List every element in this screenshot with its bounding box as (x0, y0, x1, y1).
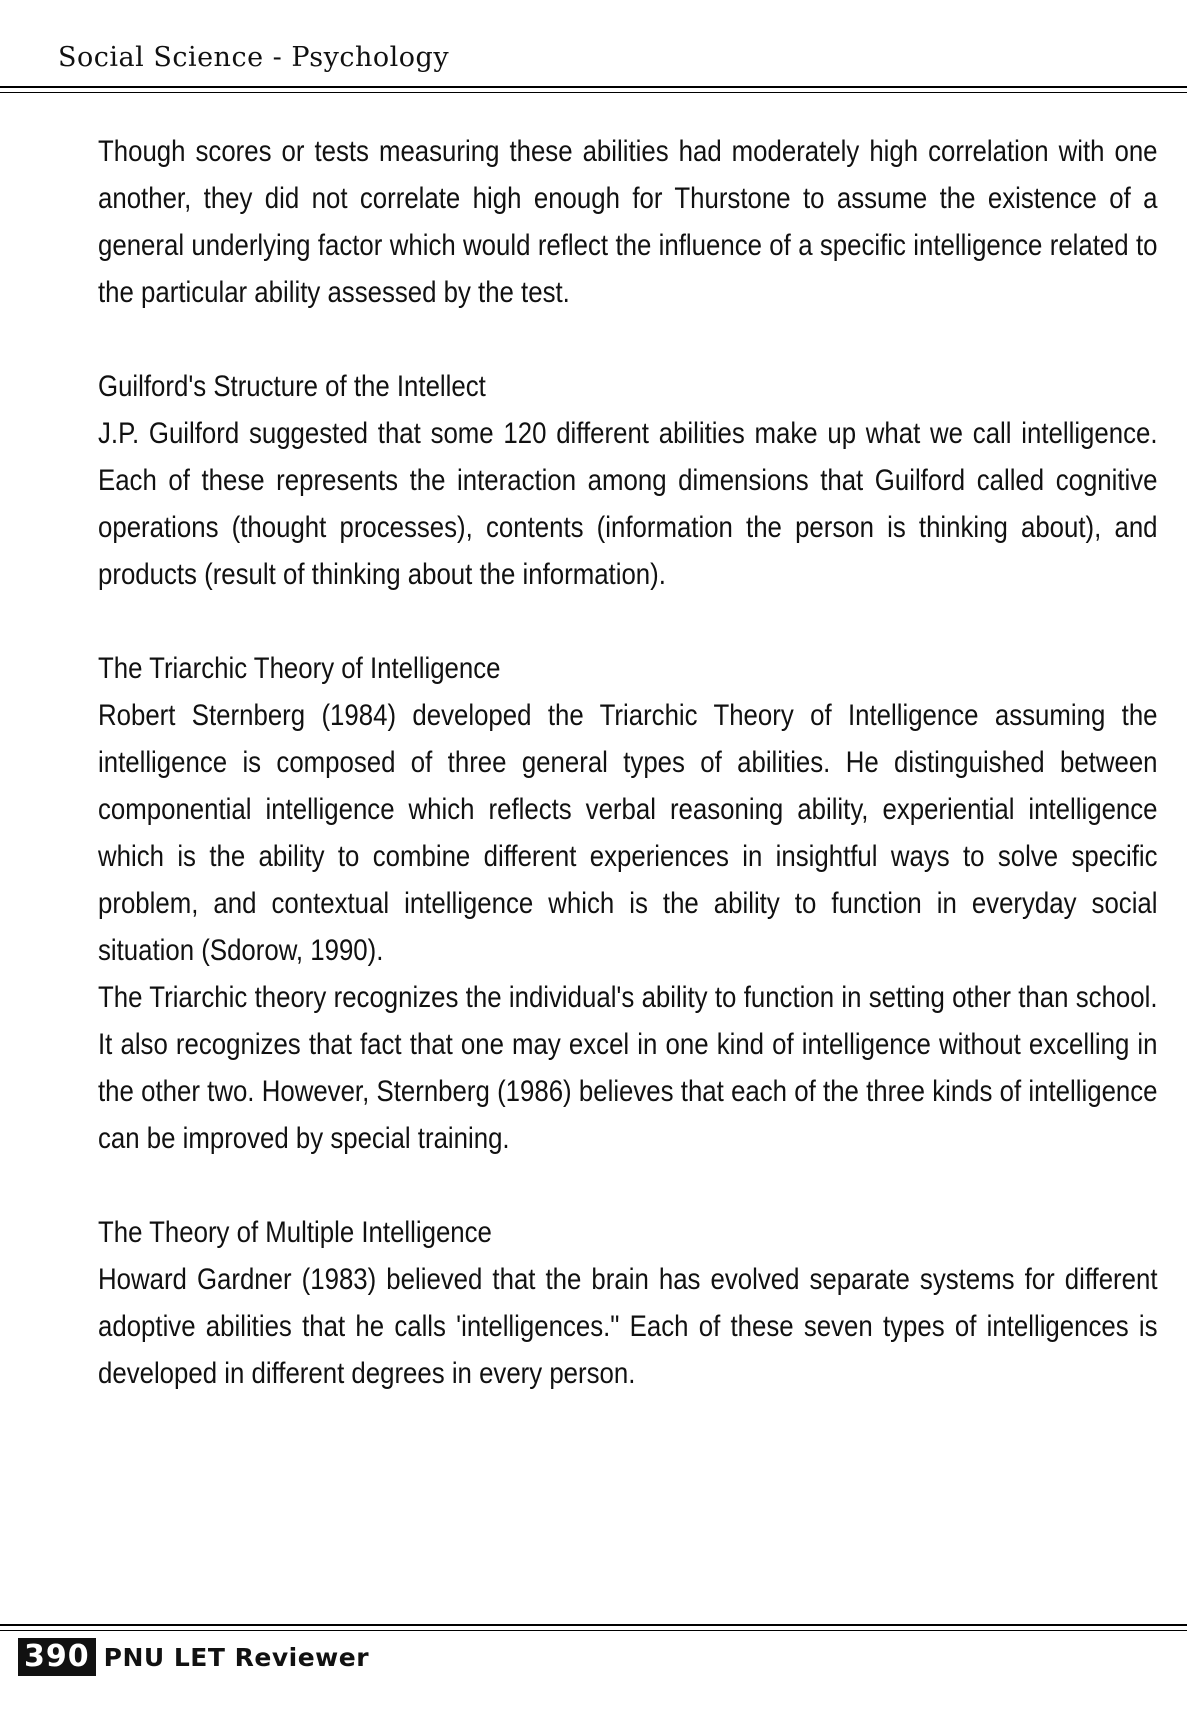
header-rule-thin (0, 92, 1187, 93)
running-header: Social Science - Psychology (58, 42, 450, 73)
paragraph-thurstone: Though scores or tests measuring these abilities had moderately high correlation with one another, they did not correlate high enough for Thurstone to assume the existence of a general underlying factor which would reflect the influence of a specific intelligence related to the particular ability assessed by the test. (98, 135, 1158, 309)
paragraph-guilford: J.P. Guilford suggested that some 120 different abilities make up what we call intelligence. Each of these represents the interaction among dimensions that Guilford called cognitive operations (thought processes), contents (information the person is thinking about), and products (result of thinking about the information). (98, 417, 1158, 591)
paragraph-gardner: Howard Gardner (1983) believed that the brain has evolved separate systems for different adoptive abilities that he calls 'intelligences." Each of these seven types of intelligences is developed in different degrees in every person. (98, 1263, 1158, 1390)
paragraph-sternberg: Robert Sternberg (1984) developed the Triarchic Theory of Intelligence assuming the intelligence is composed of three general types of abilities. He distinguished between componential intelligence which reflects verbal reasoning ability, experiential intelligence which is the ability to combine different experiences in insightful ways to solve specific problem, and contextual intelligence which is the ability to function in everyday social situation (Sdorow, 1990). (98, 699, 1158, 967)
footer-rule-thin (0, 1630, 1187, 1631)
footer-title: PNU LET Reviewer (103, 1642, 370, 1672)
header-rule (0, 86, 1187, 88)
page-footer (18, 1638, 369, 1676)
page-body (98, 128, 1158, 1397)
footer-rule (0, 1624, 1187, 1626)
heading-multiple-intelligence: The Theory of Multiple Intelligence (98, 1216, 492, 1249)
page-number-badge: 390 (18, 1638, 96, 1676)
paragraph-triarchic-recognition: The Triarchic theory recognizes the individual's ability to function in setting other than school. It also recognizes that fact that one may excel in one kind of intelligence without excelling in the other two. However, Sternberg (1986) believes that each of the three kinds of intelligence can be improved by special training. (98, 981, 1158, 1155)
heading-triarchic: The Triarchic Theory of Intelligence (98, 652, 501, 685)
heading-guilford: Guilford's Structure of the Intellect (98, 370, 486, 403)
